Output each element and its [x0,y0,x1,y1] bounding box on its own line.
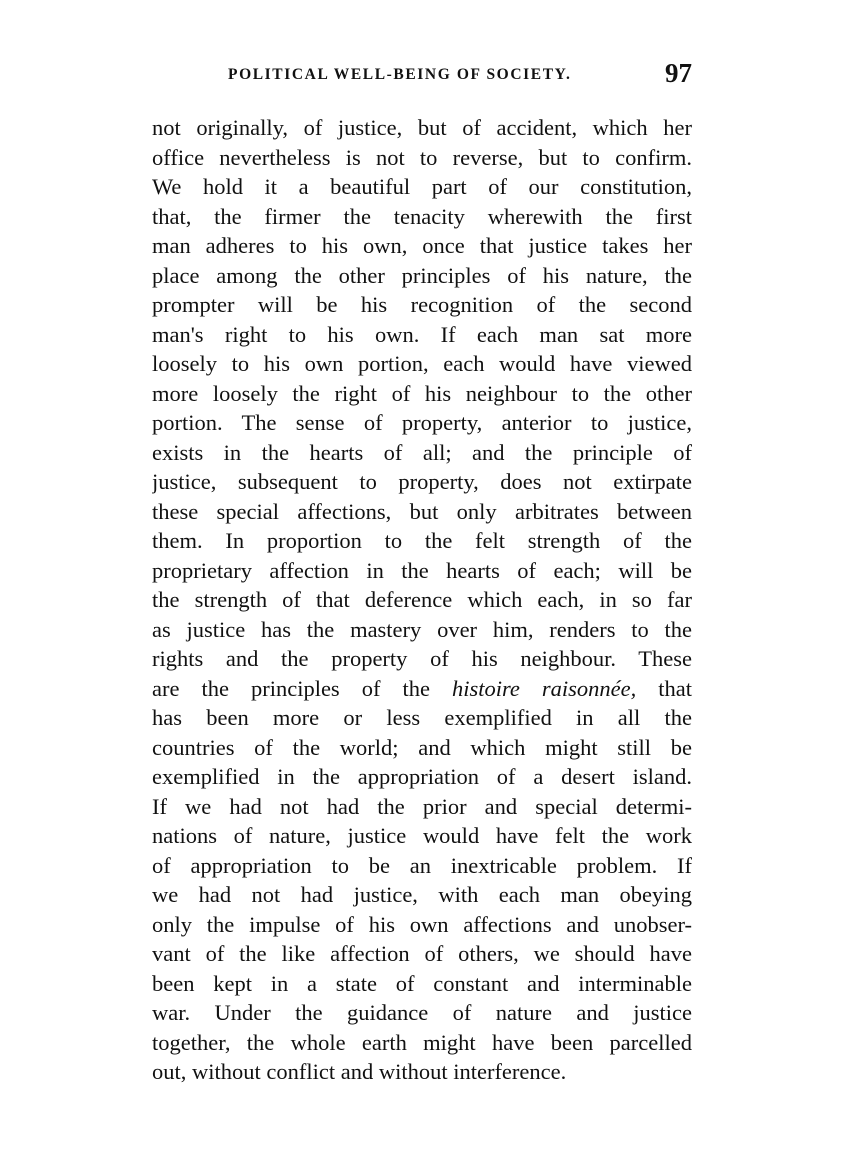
text-line: proprietary affection in the hearts of each; will be [152,557,692,583]
text-line: as justice has the mastery over him, renders to the [152,616,692,642]
page-number: 97 [665,58,692,88]
text-line: the strength of that deference which each, in so far [152,587,692,612]
running-head-title: POLITICAL WELL-BEING OF SOCIETY. [228,66,572,83]
text-line: of appropriation to be an inextricable problem. If [152,852,692,878]
text-line: place among the other principles of his nature, the [152,262,692,288]
text-line: We hold it a beautiful part of our constitution, [152,174,692,199]
text-line: countries of the world; and which might still be [152,734,692,760]
text-segment: are the principles of the [152,675,452,701]
text-line-with-italic [152,674,692,704]
text-line: office nevertheless is not to reverse, but to confirm. [152,144,692,170]
text-line: war. Under the guidance of nature and justice [152,1000,692,1025]
text-line: prompter will be his recognition of the second [152,292,692,317]
text-line: that, the firmer the tenacity wherewith the first [152,203,692,229]
text-line: exists in the hearts of all; and the principle of [152,439,692,465]
text-line: vant of the like affection of others, we should have [152,941,692,966]
text-line: rights and the property of his neighbour. These [152,646,692,671]
text-line: only the impulse of his own affections and unobser- [152,911,692,937]
text-line: justice, subsequent to property, does not extirpate [152,469,692,494]
text-line: exemplified in the appropriation of a desert island. [152,764,692,789]
italic-phrase: histoire raisonnée, [451,675,637,701]
text-line: not originally, of justice, but of accident, which her [152,115,692,140]
text-line: loosely to his own portion, each would have viewed [152,351,692,376]
text-line: man adheres to his own, once that justice takes her [152,233,692,258]
text-line: more loosely the right of his neighbour to the other [152,380,692,406]
text-segment: that [636,675,692,701]
text-line: together, the whole earth might have been parcelled [152,1029,692,1055]
text-line: If we had not had the prior and special determi- [152,793,692,819]
text-line: man's right to his own. If each man sat more [152,321,692,347]
running-head [152,60,692,94]
text-line: nations of nature, justice would have felt the work [152,823,692,848]
text-line: we had not had justice, with each man obeying [152,882,692,907]
text-line: been kept in a state of constant and interminable [152,970,692,996]
body-text [152,113,692,1087]
text-line: them. In proportion to the felt strength of the [152,528,692,553]
text-line-last: out, without conflict and without interference. [152,1059,567,1084]
text-line: portion. The sense of property, anterior to justice, [152,410,692,435]
text-line: these special affections, but only arbitrates between [152,498,692,524]
text-line: has been more or less exemplified in all the [152,705,692,730]
